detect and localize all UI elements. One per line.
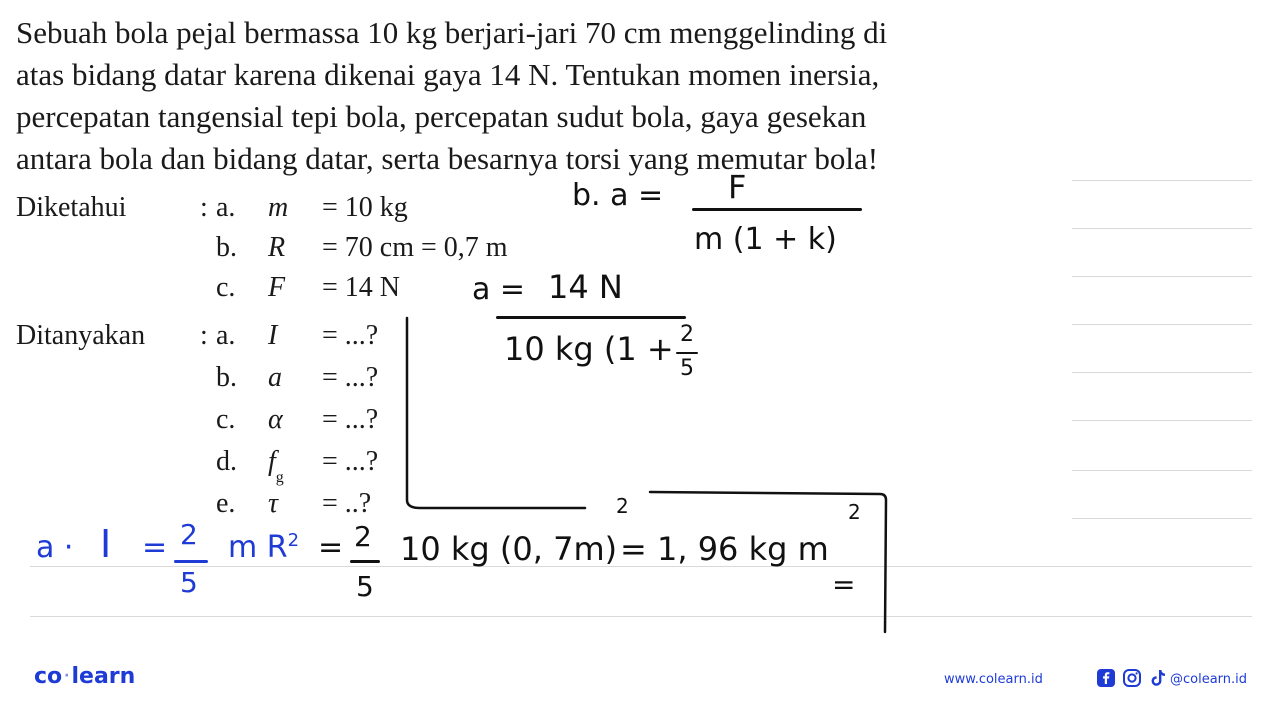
hand-a-inertia: I xyxy=(100,522,112,566)
known-value: = 10 kg xyxy=(322,192,408,223)
known-value: = 70 cm = 0,7 m xyxy=(322,232,508,263)
known-symbol: F xyxy=(268,272,286,303)
website-link[interactable]: www.colearn.id xyxy=(944,672,1043,687)
hand-a-mr: m $R^2$ xyxy=(228,530,300,565)
tiktok-icon[interactable] xyxy=(1148,668,1168,688)
asked-value: = ...? xyxy=(322,446,379,477)
hand-b2-frac-bar xyxy=(676,352,698,354)
hand-b2-denominator: 10 kg (1 + xyxy=(504,330,674,368)
hand-a-frac-num: 2 xyxy=(180,518,198,551)
hand-b2-frac-den: 5 xyxy=(680,356,694,381)
hand-b2-numerator: 14 N xyxy=(548,268,623,306)
hand-b-numerator: F xyxy=(728,168,747,206)
instagram-icon[interactable] xyxy=(1122,668,1142,688)
hand-a-mr-exponent: 2 xyxy=(287,530,300,551)
asked-symbol: a xyxy=(268,362,282,393)
problem-line-2: atas bidang datar karena dikenai gaya 14 N. Tentukan momen inersia, xyxy=(16,57,880,92)
hand-a-equals: = xyxy=(142,530,168,565)
hand-b-denominator: m (1 + k) xyxy=(694,222,837,257)
hand-a-frac2-num: 2 xyxy=(354,520,372,553)
problem-line-3: percepatan tangensial tepi bola, percepatan sudut bola, gaya gesekan xyxy=(16,99,867,134)
colearn-logo[interactable]: co ·learn xyxy=(34,664,136,689)
asked-label: Ditanyakan xyxy=(16,320,146,351)
hand-b2-fraction-bar xyxy=(496,316,686,319)
known-symbol: R xyxy=(268,232,286,263)
hand-a-result-exponent: 2 xyxy=(848,500,861,524)
hand-b-label: b. a = xyxy=(572,178,664,213)
asked-symbol: I xyxy=(268,320,278,351)
hand-b2-frac-num: 2 xyxy=(680,322,694,347)
hand-a-frac2-den: 5 xyxy=(356,570,374,603)
known-letter: a. xyxy=(216,192,236,223)
known-letter: c. xyxy=(216,272,236,303)
problem-line-4: antara bola dan bidang datar, serta besarnya torsi yang memutar bola! xyxy=(16,141,879,176)
asked-letter: b. xyxy=(216,362,237,393)
asked-colon: : xyxy=(200,320,208,351)
facebook-icon[interactable] xyxy=(1096,668,1116,688)
known-label: Diketahui xyxy=(16,192,127,223)
asked-symbol: α xyxy=(268,404,283,435)
hand-b-fraction-bar xyxy=(692,208,862,211)
asked-letter: e. xyxy=(216,488,236,519)
asked-letter: a. xyxy=(216,320,236,351)
asked-subscript: g xyxy=(275,469,284,486)
social-handle[interactable]: @colearn.id xyxy=(1170,672,1248,687)
hand-a-label: a · xyxy=(36,530,74,565)
hand-a-frac-den: 5 xyxy=(180,566,198,599)
asked-symbol: $f_g$ xyxy=(268,446,284,486)
problem-line-1: Sebuah bola pejal bermassa 10 kg berjari-jari 70 cm menggelinding di xyxy=(16,15,888,50)
asked-value: = ...? xyxy=(322,320,379,351)
known-symbol: m xyxy=(268,192,289,223)
asked-letter: d. xyxy=(216,446,237,477)
hand-a-calc: 10 kg (0, 7m) xyxy=(400,530,618,568)
known-letter: b. xyxy=(216,232,237,263)
asked-value: = ...? xyxy=(322,404,379,435)
hand-a-calc-exponent: 2 xyxy=(616,494,629,518)
hand-b2-label: a = xyxy=(472,272,526,307)
known-colon: : xyxy=(200,192,208,223)
hand-a-equals-2: = xyxy=(318,530,344,565)
asked-value: = ...? xyxy=(322,362,379,393)
hand-a-result: = 1, 96 kg m xyxy=(620,530,829,568)
hand-a-frac2-bar xyxy=(350,560,380,563)
known-value: = 14 N xyxy=(322,272,401,303)
asked-letter: c. xyxy=(216,404,236,435)
asked-symbol: τ xyxy=(268,488,279,519)
hand-a-frac-bar xyxy=(174,560,208,563)
asked-value: = ..? xyxy=(322,488,372,519)
hand-a-final-underline: = xyxy=(832,568,856,601)
